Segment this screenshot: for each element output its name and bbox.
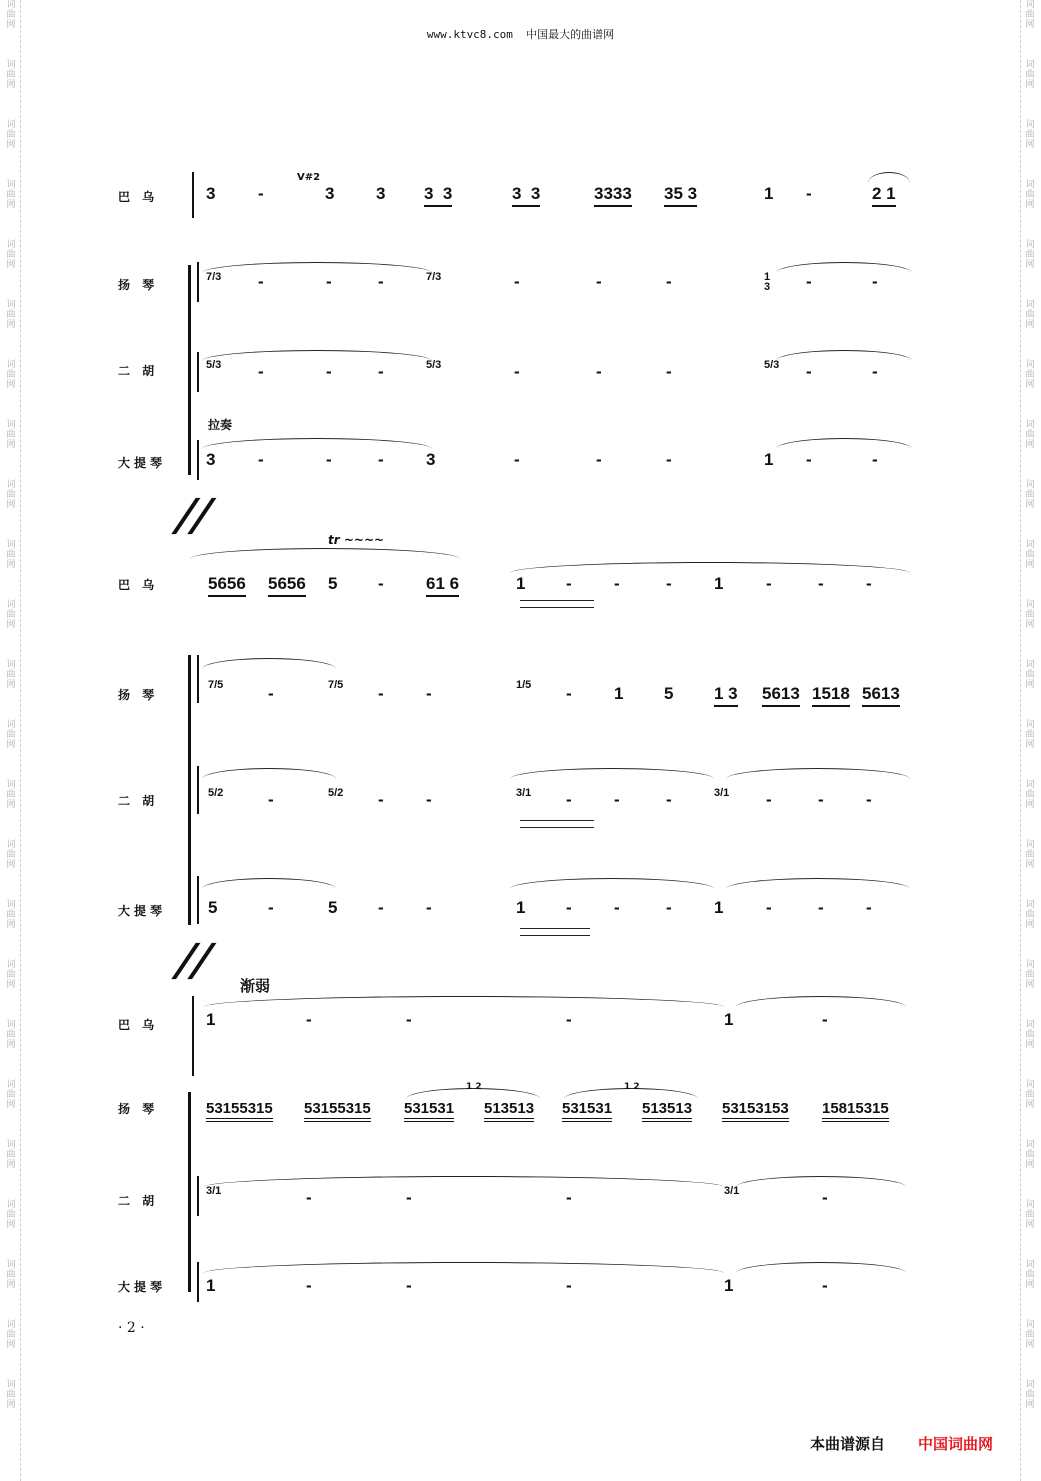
dash: - bbox=[378, 272, 384, 291]
note: 531531 bbox=[404, 1100, 454, 1122]
site-url[interactable]: www.ktvc8.com bbox=[426, 28, 513, 41]
watermark-glyphs: 词 曲 网 bbox=[1025, 540, 1035, 570]
note: 1 bbox=[714, 898, 724, 917]
tie bbox=[202, 768, 336, 779]
dash: - bbox=[614, 574, 620, 593]
note: 3 3 bbox=[424, 184, 452, 207]
note: 35 3 bbox=[664, 184, 697, 207]
note: 61 6 bbox=[426, 574, 459, 597]
note: 513513 bbox=[642, 1100, 692, 1122]
dash: - bbox=[378, 790, 384, 809]
watermark-glyphs: 词 曲 网 bbox=[1025, 420, 1035, 450]
tie bbox=[204, 996, 724, 1007]
bracket-strings bbox=[188, 265, 191, 475]
bracket-datiqin bbox=[197, 440, 199, 480]
chord: 7/3 bbox=[426, 271, 442, 283]
dash: - bbox=[818, 790, 824, 809]
note: 2 1 bbox=[872, 184, 896, 207]
watermark-glyphs: 词 曲 网 bbox=[6, 780, 16, 810]
dash: - bbox=[306, 1188, 312, 1207]
tie bbox=[726, 768, 910, 779]
tie bbox=[736, 996, 906, 1007]
crescendo-hairpin bbox=[520, 600, 594, 608]
watermark-glyphs: 词 曲 网 bbox=[1025, 0, 1035, 30]
page-number: · 2 · bbox=[118, 1320, 145, 1336]
annotation-trill: tr ~~~~ bbox=[328, 533, 385, 547]
label-erhu: 二 胡 bbox=[118, 364, 159, 378]
watermark-glyphs: 词 曲 网 bbox=[6, 840, 16, 870]
watermark-glyphs: 词 曲 网 bbox=[1025, 1380, 1035, 1410]
bracket-strings bbox=[188, 1092, 191, 1292]
dash: - bbox=[378, 574, 384, 593]
dash: - bbox=[614, 898, 620, 917]
dash: - bbox=[514, 362, 520, 381]
dash: - bbox=[378, 684, 384, 703]
watermark-glyphs: 词 曲 网 bbox=[6, 180, 16, 210]
dash: - bbox=[566, 684, 572, 703]
annotation-lazou: 拉奏 bbox=[208, 418, 233, 432]
note: 15815315 bbox=[822, 1100, 889, 1122]
watermark-glyphs: 词 曲 网 bbox=[1025, 1260, 1035, 1290]
grace-mark: 1 2 bbox=[624, 1082, 640, 1092]
note: 5 bbox=[328, 574, 338, 593]
tie bbox=[736, 1176, 906, 1187]
note: 1 bbox=[206, 1010, 216, 1029]
chord: 7/5 bbox=[328, 679, 344, 691]
watermark-glyphs: 词 曲 网 bbox=[1025, 960, 1035, 990]
note: 1 bbox=[764, 450, 774, 469]
watermark-glyphs: 词 曲 网 bbox=[6, 240, 16, 270]
watermark-glyphs: 词 曲 网 bbox=[1025, 480, 1035, 510]
note: 1 3 bbox=[714, 684, 738, 707]
tie bbox=[202, 350, 432, 361]
note: 3 bbox=[206, 184, 216, 203]
dash: - bbox=[378, 450, 384, 469]
watermark-glyphs: 词 曲 网 bbox=[6, 1140, 16, 1170]
footer-brand-link[interactable]: 中国词曲网 bbox=[918, 1435, 994, 1453]
bracket-bawu bbox=[192, 996, 194, 1076]
label-yangqin: 扬 琴 bbox=[118, 1102, 159, 1116]
note: 3 bbox=[325, 184, 335, 203]
note: 3 bbox=[206, 450, 216, 469]
dash: - bbox=[596, 362, 602, 381]
watermark-glyphs: 词 曲 网 bbox=[6, 360, 16, 390]
tie bbox=[726, 878, 910, 889]
note: 5 bbox=[328, 898, 338, 917]
dash: - bbox=[426, 898, 432, 917]
note: 1518 bbox=[812, 684, 850, 707]
label-datiqin: 大提琴 bbox=[118, 904, 167, 918]
note: 3 bbox=[426, 450, 436, 469]
dash: - bbox=[566, 898, 572, 917]
page-header bbox=[0, 26, 1041, 42]
dash: - bbox=[822, 1276, 828, 1295]
tie bbox=[202, 658, 336, 669]
watermark-glyphs: 词 曲 网 bbox=[1025, 60, 1035, 90]
note: 1 bbox=[516, 574, 526, 593]
tie bbox=[204, 1262, 724, 1273]
crescendo-hairpin bbox=[520, 820, 594, 828]
chord: 5/3 bbox=[206, 359, 222, 371]
label-yangqin: 扬 琴 bbox=[118, 688, 159, 702]
watermark-glyphs: 词 曲 网 bbox=[6, 1200, 16, 1230]
tie bbox=[510, 562, 910, 573]
chord: 3/1 bbox=[206, 1185, 222, 1197]
dash: - bbox=[326, 362, 332, 381]
dash: - bbox=[818, 574, 824, 593]
watermark-glyphs: 词 曲 网 bbox=[1025, 360, 1035, 390]
tie bbox=[868, 172, 910, 183]
watermark-glyphs: 词 曲 网 bbox=[1025, 600, 1035, 630]
dash: - bbox=[666, 450, 672, 469]
watermark-glyphs: 词 曲 网 bbox=[6, 540, 16, 570]
tie bbox=[190, 548, 460, 559]
grace-mark: 1 2 bbox=[466, 1082, 482, 1092]
dash: - bbox=[514, 450, 520, 469]
note: 1 bbox=[614, 684, 624, 703]
dash: - bbox=[514, 272, 520, 291]
watermark-glyphs: 词 曲 网 bbox=[6, 660, 16, 690]
dash: - bbox=[426, 684, 432, 703]
dash: - bbox=[818, 898, 824, 917]
dash: - bbox=[596, 450, 602, 469]
note: 5656 bbox=[268, 574, 306, 597]
dash: - bbox=[258, 362, 264, 381]
dash: - bbox=[666, 574, 672, 593]
footer-source-text: 本曲谱源自 bbox=[810, 1435, 886, 1453]
annotation-jianruo: 渐弱 bbox=[240, 977, 271, 995]
bracket-datiqin bbox=[197, 1262, 199, 1302]
watermark-glyphs: 词 曲 网 bbox=[1025, 1140, 1035, 1170]
note: 5656 bbox=[208, 574, 246, 597]
watermark-glyphs: 词 曲 网 bbox=[6, 720, 16, 750]
watermark-glyphs: 词 曲 网 bbox=[1025, 1080, 1035, 1110]
label-datiqin: 大提琴 bbox=[118, 456, 167, 470]
watermark-glyphs: 词 曲 网 bbox=[6, 480, 16, 510]
tie bbox=[776, 262, 912, 273]
bracket-bawu bbox=[192, 172, 194, 218]
dash: - bbox=[306, 1276, 312, 1295]
chord: 7/5 bbox=[208, 679, 224, 691]
watermark-glyphs: 词 曲 网 bbox=[1025, 120, 1035, 150]
bracket-erhu bbox=[197, 766, 199, 814]
dash: - bbox=[306, 1010, 312, 1029]
watermark-glyphs: 词 曲 网 bbox=[6, 1320, 16, 1350]
tie bbox=[204, 1176, 724, 1187]
note: 1 bbox=[724, 1010, 734, 1029]
watermark-glyphs: 词 曲 网 bbox=[1025, 900, 1035, 930]
tie bbox=[510, 768, 714, 779]
bracket-yangqin bbox=[197, 262, 199, 302]
watermark-glyphs: 词 曲 网 bbox=[6, 420, 16, 450]
tie bbox=[776, 350, 912, 361]
note: 513513 bbox=[484, 1100, 534, 1122]
label-bawu: 巴 乌 bbox=[118, 190, 159, 204]
dash: - bbox=[614, 790, 620, 809]
watermark-glyphs: 词 曲 网 bbox=[6, 960, 16, 990]
note: 3 bbox=[376, 184, 386, 203]
dash: - bbox=[822, 1188, 828, 1207]
note: 1 bbox=[714, 574, 724, 593]
watermark-glyphs: 词 曲 网 bbox=[6, 120, 16, 150]
dash: - bbox=[766, 898, 772, 917]
note: 5 bbox=[208, 898, 218, 917]
dash: - bbox=[822, 1010, 828, 1029]
tie bbox=[736, 1262, 906, 1273]
dash: - bbox=[258, 184, 264, 203]
dash: - bbox=[326, 272, 332, 291]
watermark-glyphs: 词 曲 网 bbox=[1025, 300, 1035, 330]
tie bbox=[202, 438, 432, 449]
dash: - bbox=[566, 790, 572, 809]
label-erhu: 二 胡 bbox=[118, 1194, 159, 1208]
dash: - bbox=[566, 1188, 572, 1207]
dash: - bbox=[866, 574, 872, 593]
note: 1 bbox=[516, 898, 526, 917]
site-tagline: 中国最大的曲谱网 bbox=[526, 28, 615, 41]
side-watermark-left bbox=[2, 0, 21, 1481]
dash: - bbox=[426, 790, 432, 809]
dash: - bbox=[326, 450, 332, 469]
label-bawu: 巴 乌 bbox=[118, 578, 159, 592]
watermark-glyphs: 词 曲 网 bbox=[1025, 840, 1035, 870]
chord: 5/2 bbox=[208, 787, 224, 799]
dash: - bbox=[666, 272, 672, 291]
note: 53155315 bbox=[206, 1100, 273, 1122]
watermark-glyphs: 词 曲 网 bbox=[1025, 660, 1035, 690]
tie bbox=[776, 438, 912, 449]
bracket-yangqin bbox=[197, 655, 199, 703]
dash: - bbox=[866, 790, 872, 809]
dash: - bbox=[268, 684, 274, 703]
dash: - bbox=[596, 272, 602, 291]
dash: - bbox=[766, 574, 772, 593]
dash: - bbox=[872, 362, 878, 381]
dash: - bbox=[806, 184, 812, 203]
watermark-glyphs: 词 曲 网 bbox=[1025, 720, 1035, 750]
chord: 7/3 bbox=[206, 271, 222, 283]
chord: 5/2 bbox=[328, 787, 344, 799]
note: 3333 bbox=[594, 184, 632, 207]
dash: - bbox=[666, 898, 672, 917]
tie bbox=[202, 262, 432, 273]
watermark-glyphs: 词 曲 网 bbox=[1025, 1200, 1035, 1230]
label-erhu: 二 胡 bbox=[118, 794, 159, 808]
note: 1 bbox=[724, 1276, 734, 1295]
side-watermark-right bbox=[1020, 0, 1039, 1481]
dash: - bbox=[806, 272, 812, 291]
chord: 3/1 bbox=[714, 787, 730, 799]
chord: 1/5 bbox=[516, 679, 532, 691]
label-yangqin: 扬 琴 bbox=[118, 278, 159, 292]
chord: 1 3 bbox=[764, 271, 771, 293]
label-datiqin: 大提琴 bbox=[118, 1280, 167, 1294]
dash: - bbox=[866, 898, 872, 917]
watermark-glyphs: 词 曲 网 bbox=[6, 1080, 16, 1110]
label-bawu: 巴 乌 bbox=[118, 1018, 159, 1032]
dash: - bbox=[666, 362, 672, 381]
note: 5613 bbox=[762, 684, 800, 707]
bracket-datiqin bbox=[197, 876, 199, 924]
watermark-glyphs: 词 曲 网 bbox=[6, 1020, 16, 1050]
watermark-glyphs: 词 曲 网 bbox=[1025, 1020, 1035, 1050]
watermark-glyphs: 词 曲 网 bbox=[1025, 780, 1035, 810]
watermark-glyphs: 词 曲 网 bbox=[1025, 1320, 1035, 1350]
watermark-glyphs: 词 曲 网 bbox=[6, 300, 16, 330]
watermark-glyphs: 词 曲 网 bbox=[6, 0, 16, 30]
watermark-glyphs: 词 曲 网 bbox=[6, 60, 16, 90]
crescendo-hairpin bbox=[520, 928, 590, 936]
watermark-glyphs: 词 曲 网 bbox=[1025, 180, 1035, 210]
watermark-glyphs: 词 曲 网 bbox=[6, 1260, 16, 1290]
dash: - bbox=[258, 272, 264, 291]
dash: - bbox=[258, 450, 264, 469]
dash: - bbox=[872, 272, 878, 291]
dash: - bbox=[766, 790, 772, 809]
tie bbox=[202, 878, 336, 889]
system-break-mark: // bbox=[168, 490, 220, 541]
note: 5613 bbox=[862, 684, 900, 707]
watermark-glyphs: 词 曲 网 bbox=[6, 1380, 16, 1410]
dash: - bbox=[378, 898, 384, 917]
dash: - bbox=[806, 362, 812, 381]
note: 3 3 bbox=[512, 184, 540, 207]
bracket-strings bbox=[188, 655, 191, 925]
dash: - bbox=[566, 574, 572, 593]
note: 53153153 bbox=[722, 1100, 789, 1122]
chord: 3/1 bbox=[516, 787, 532, 799]
bracket-erhu bbox=[197, 1176, 199, 1216]
dash: - bbox=[806, 450, 812, 469]
chord: 3/1 bbox=[724, 1185, 740, 1197]
dash: - bbox=[406, 1276, 412, 1295]
watermark-glyphs: 词 曲 网 bbox=[1025, 240, 1035, 270]
dash: - bbox=[566, 1010, 572, 1029]
dash: - bbox=[406, 1010, 412, 1029]
dash: - bbox=[872, 450, 878, 469]
bracket-erhu bbox=[197, 352, 199, 392]
system-break-mark: // bbox=[168, 935, 220, 986]
watermark-glyphs: 词 曲 网 bbox=[6, 900, 16, 930]
chord: 5/3 bbox=[764, 359, 780, 371]
note: 531531 bbox=[562, 1100, 612, 1122]
note: 1 bbox=[206, 1276, 216, 1295]
dash: - bbox=[406, 1188, 412, 1207]
dash: - bbox=[378, 362, 384, 381]
dash: - bbox=[268, 898, 274, 917]
dash: - bbox=[666, 790, 672, 809]
dash: - bbox=[268, 790, 274, 809]
watermark-glyphs: 词 曲 网 bbox=[6, 600, 16, 630]
tie bbox=[510, 878, 714, 889]
chord: 5/3 bbox=[426, 359, 442, 371]
note: 53155315 bbox=[304, 1100, 371, 1122]
grace-mark: V#2 bbox=[297, 172, 321, 183]
dash: - bbox=[566, 1276, 572, 1295]
note: 1 bbox=[764, 184, 774, 203]
note: 5 bbox=[664, 684, 674, 703]
